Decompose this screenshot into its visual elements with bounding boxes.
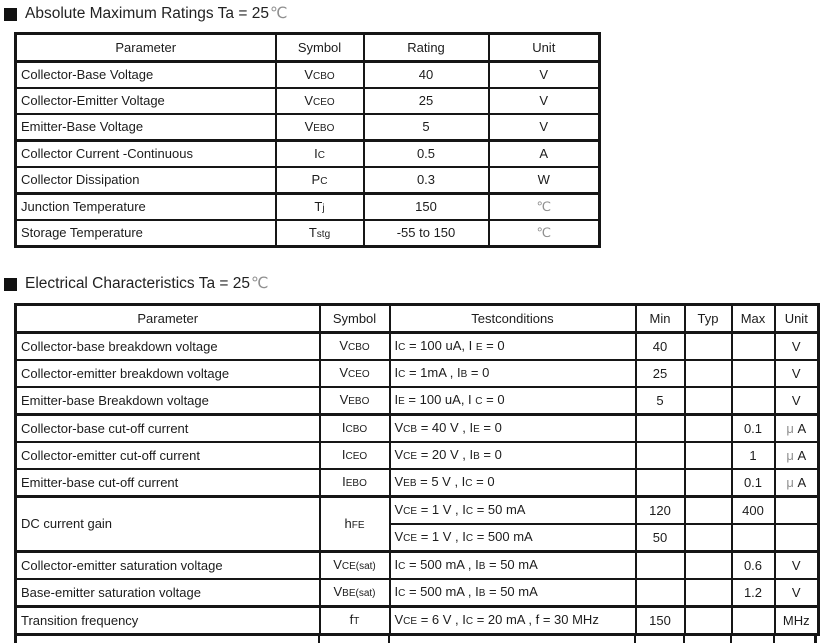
- cell-typ: [685, 387, 732, 415]
- cell-parameter: Collector Current -Continuous: [16, 141, 276, 168]
- black-square-bullet-icon: [4, 278, 17, 291]
- cell-rating: 25: [364, 88, 489, 114]
- grid-line-stub: [318, 636, 320, 643]
- table-row: [16, 141, 600, 168]
- header-row: [16, 305, 819, 333]
- cell-parameter: Transition frequency: [16, 607, 320, 635]
- cell-unit: V: [489, 114, 600, 141]
- cell-symbol: VEBO: [276, 114, 364, 141]
- cell-max: [732, 387, 775, 415]
- grid-line-stub: [683, 636, 685, 643]
- cell-typ: [685, 579, 732, 607]
- cell-symbol: PC: [276, 167, 364, 194]
- column-header-min: Min: [636, 305, 685, 333]
- cell-unit: MHz: [775, 607, 819, 635]
- cell-testconditions: IE = 100 uA, I C = 0: [390, 387, 636, 415]
- cell-rating: 150: [364, 194, 489, 221]
- column-header-parameter: Parameter: [16, 305, 320, 333]
- cell-min: [636, 579, 685, 607]
- cell-parameter: Collector-emitter saturation voltage: [16, 552, 320, 580]
- cell-testconditions: VCE = 6 V , IC = 20 mA , f = 30 MHz: [390, 607, 636, 635]
- cell-max: 1.2: [732, 579, 775, 607]
- grid-line-stub: [388, 636, 390, 643]
- grid-line-stub: [814, 636, 817, 643]
- cell-unit: μ A: [775, 442, 819, 469]
- cell-testconditions: IC = 1mA , IB = 0: [390, 360, 636, 387]
- cell-min: [636, 415, 685, 443]
- cell-max: [732, 607, 775, 635]
- table-row: [16, 415, 819, 443]
- table-row: [16, 333, 819, 361]
- cell-testconditions: IC = 500 mA , IB = 50 mA: [390, 552, 636, 580]
- cell-min: 5: [636, 387, 685, 415]
- cell-symbol: ICEO: [320, 442, 390, 469]
- cell-typ: [685, 469, 732, 497]
- cell-min: [636, 469, 685, 497]
- cell-typ: [685, 552, 732, 580]
- cell-rating: 5: [364, 114, 489, 141]
- cell-rating: -55 to 150: [364, 220, 489, 247]
- degree-celsius-symbol: ℃: [251, 275, 269, 292]
- cell-max: 1: [732, 442, 775, 469]
- table-row: [16, 579, 819, 607]
- cell-symbol: Tstg: [276, 220, 364, 247]
- column-header-symbol: Symbol: [320, 305, 390, 333]
- cell-parameter: Collector-emitter cut-off current: [16, 442, 320, 469]
- cell-unit: V: [775, 360, 819, 387]
- cell-parameter: Emitter-base cut-off current: [16, 469, 320, 497]
- cell-max: [732, 360, 775, 387]
- cell-symbol: ICBO: [320, 415, 390, 443]
- cell-symbol: VCBO: [320, 333, 390, 361]
- heading-text: Electrical Characteristics Ta = 25: [25, 275, 250, 292]
- table-row: [16, 167, 600, 194]
- cell-unit: ℃: [489, 220, 600, 247]
- absolute-maximum-ratings-table: [14, 32, 601, 248]
- cell-min: [636, 552, 685, 580]
- cell-parameter: Collector-base breakdown voltage: [16, 333, 320, 361]
- cell-parameter: Collector-Base Voltage: [16, 62, 276, 89]
- cell-testconditions: VCE = 20 V , IB = 0: [390, 442, 636, 469]
- column-header-unit: Unit: [775, 305, 819, 333]
- cell-unit: V: [775, 333, 819, 361]
- cell-symbol: VCBO: [276, 62, 364, 89]
- cell-max: [732, 333, 775, 361]
- cell-unit: V: [489, 88, 600, 114]
- cell-symbol: VCE(sat): [320, 552, 390, 580]
- cell-unit: V: [775, 552, 819, 580]
- column-header-unit: Unit: [489, 34, 600, 62]
- cell-symbol: VBE(sat): [320, 579, 390, 607]
- cell-testconditions: IC = 100 uA, I E = 0: [390, 333, 636, 361]
- cell-testconditions: VCE = 1 V , IC = 500 mA: [390, 524, 636, 552]
- column-header-typ: Typ: [685, 305, 732, 333]
- grid-line-stub: [634, 636, 636, 643]
- cell-unit: μ A: [775, 469, 819, 497]
- cell-symbol: IC: [276, 141, 364, 168]
- cell-unit: [775, 524, 819, 552]
- column-header-parameter: Parameter: [16, 34, 276, 62]
- cell-parameter: Collector-Emitter Voltage: [16, 88, 276, 114]
- cell-rating: 0.5: [364, 141, 489, 168]
- cell-unit: W: [489, 167, 600, 194]
- table-row: [16, 607, 819, 635]
- cell-max: 0.6: [732, 552, 775, 580]
- cell-min: 40: [636, 333, 685, 361]
- cell-min: [636, 442, 685, 469]
- cell-testconditions: VCB = 40 V , IE = 0: [390, 415, 636, 443]
- heading-text: Absolute Maximum Ratings Ta = 25: [25, 5, 269, 22]
- grid-line-stub: [773, 636, 775, 643]
- cell-symbol: fT: [320, 607, 390, 635]
- cell-min: 150: [636, 607, 685, 635]
- table-cutoff-next-row: [14, 636, 817, 643]
- cell-typ: [685, 607, 732, 635]
- cell-parameter: Collector-base cut-off current: [16, 415, 320, 443]
- table-row: [16, 469, 819, 497]
- cell-typ: [685, 333, 732, 361]
- grid-line-stub: [730, 636, 732, 643]
- column-header-symbol: Symbol: [276, 34, 364, 62]
- degree-celsius-symbol: ℃: [269, 5, 288, 22]
- black-square-bullet-icon: [4, 8, 17, 21]
- cell-unit: V: [775, 579, 819, 607]
- column-header-rating: Rating: [364, 34, 489, 62]
- table-row: [16, 552, 819, 580]
- cell-unit: ℃: [489, 194, 600, 221]
- table-row: [16, 62, 600, 89]
- cell-parameter: Collector-emitter breakdown voltage: [16, 360, 320, 387]
- cell-typ: [685, 442, 732, 469]
- section-heading-absolute-maximum-ratings: [4, 0, 827, 24]
- cell-parameter: Junction Temperature: [16, 194, 276, 221]
- cell-symbol: Tj: [276, 194, 364, 221]
- table-row: [16, 88, 600, 114]
- grid-line-stub: [14, 636, 17, 643]
- cell-max: 400: [732, 497, 775, 525]
- cell-symbol: IEBO: [320, 469, 390, 497]
- cell-min: 120: [636, 497, 685, 525]
- cell-typ: [685, 497, 732, 525]
- cell-unit: V: [775, 387, 819, 415]
- cell-rating: 40: [364, 62, 489, 89]
- cell-testconditions: VEB = 5 V , IC = 0: [390, 469, 636, 497]
- table-row: [16, 194, 600, 221]
- cell-unit: A: [489, 141, 600, 168]
- section-heading-electrical-characteristics: [4, 274, 827, 294]
- header-row: [16, 34, 600, 62]
- cell-parameter: Emitter-base Breakdown voltage: [16, 387, 320, 415]
- cell-parameter: Collector Dissipation: [16, 167, 276, 194]
- cell-typ: [685, 415, 732, 443]
- cell-symbol: hFE: [320, 497, 390, 552]
- cell-parameter: Base-emitter saturation voltage: [16, 579, 320, 607]
- table-row: [16, 114, 600, 141]
- cell-testconditions: VCE = 1 V , IC = 50 mA: [390, 497, 636, 525]
- cell-parameter: Emitter-Base Voltage: [16, 114, 276, 141]
- cell-symbol: VCEO: [276, 88, 364, 114]
- cell-testconditions: IC = 500 mA , IB = 50 mA: [390, 579, 636, 607]
- cell-rating: 0.3: [364, 167, 489, 194]
- cell-min: 25: [636, 360, 685, 387]
- cell-symbol: VEBO: [320, 387, 390, 415]
- column-header-testconditions: Testconditions: [390, 305, 636, 333]
- cell-unit: V: [489, 62, 600, 89]
- cell-symbol: VCEO: [320, 360, 390, 387]
- column-header-max: Max: [732, 305, 775, 333]
- cell-unit: [775, 497, 819, 525]
- cell-typ: [685, 360, 732, 387]
- table-row: [16, 387, 819, 415]
- cell-parameter: Storage Temperature: [16, 220, 276, 247]
- table-row: [16, 360, 819, 387]
- cell-max: [732, 524, 775, 552]
- cell-parameter: DC current gain: [16, 497, 320, 552]
- table-row: [16, 442, 819, 469]
- cell-max: 0.1: [732, 469, 775, 497]
- table-row: [16, 220, 600, 247]
- table-row: [16, 497, 819, 525]
- cell-min: 50: [636, 524, 685, 552]
- cell-unit: μ A: [775, 415, 819, 443]
- electrical-characteristics-table: [14, 303, 820, 636]
- cell-max: 0.1: [732, 415, 775, 443]
- cell-typ: [685, 524, 732, 552]
